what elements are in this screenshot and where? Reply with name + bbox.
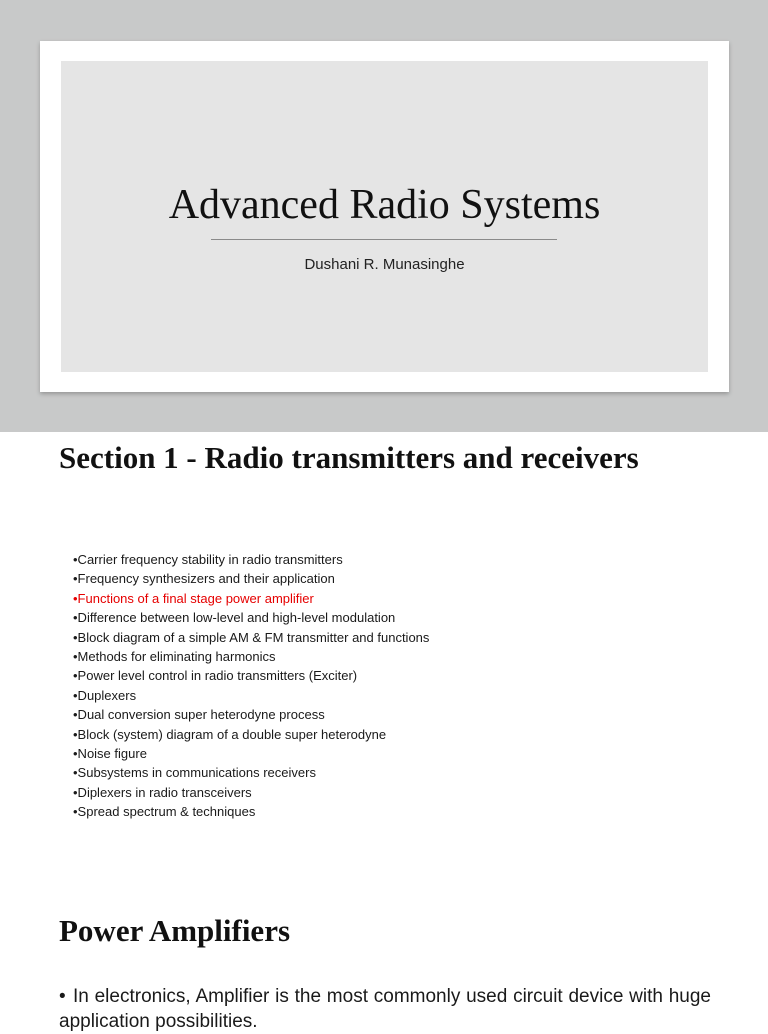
- section-heading: Section 1 - Radio transmitters and receivers: [59, 440, 639, 475]
- topic-item: •Block (system) diagram of a double super heterodyne: [73, 726, 387, 742]
- deck-author: Dushani R. Munasinghe: [304, 256, 465, 273]
- topic-item: •Frequency synthesizers and their application: [73, 571, 335, 587]
- topic-item: •Carrier frequency stability in radio transmitters: [73, 552, 343, 567]
- title-divider: [211, 239, 557, 240]
- topic-item: •Methods for eliminating harmonics: [73, 649, 276, 665]
- bullet-marker: •: [59, 986, 66, 1007]
- topic-item: •Difference between low-level and high-level modulation: [73, 610, 396, 626]
- title-slide: [40, 41, 729, 392]
- topic-item: •Duplexers: [73, 687, 137, 703]
- power-amplifiers-heading: Power Amplifiers: [59, 913, 291, 948]
- title-slide-background: [0, 0, 768, 432]
- topic-item: •Functions of a final stage power amplifier: [73, 590, 314, 606]
- topic-item: •Subsystems in communications receivers: [73, 765, 316, 781]
- topic-item: •Diplexers in radio transceivers: [73, 784, 252, 800]
- topic-item: •Block diagram of a simple AM & FM transmitter and functions: [73, 629, 430, 645]
- title-slide-panel: [61, 61, 708, 372]
- paragraph-text: In electronics, Amplifier is the most commonly used circuit device with huge application possibilities.: [59, 986, 711, 1032]
- topic-item: •Spread spectrum & techniques: [73, 804, 256, 820]
- deck-title: Advanced Radio Systems: [168, 182, 601, 228]
- topic-item: •Power level control in radio transmitters (Exciter): [73, 668, 358, 684]
- topic-list: [73, 550, 429, 822]
- power-amplifiers-paragraph: [59, 984, 711, 1034]
- topic-item: •Dual conversion super heterodyne process: [73, 707, 325, 723]
- topic-item: •Noise figure: [73, 746, 147, 762]
